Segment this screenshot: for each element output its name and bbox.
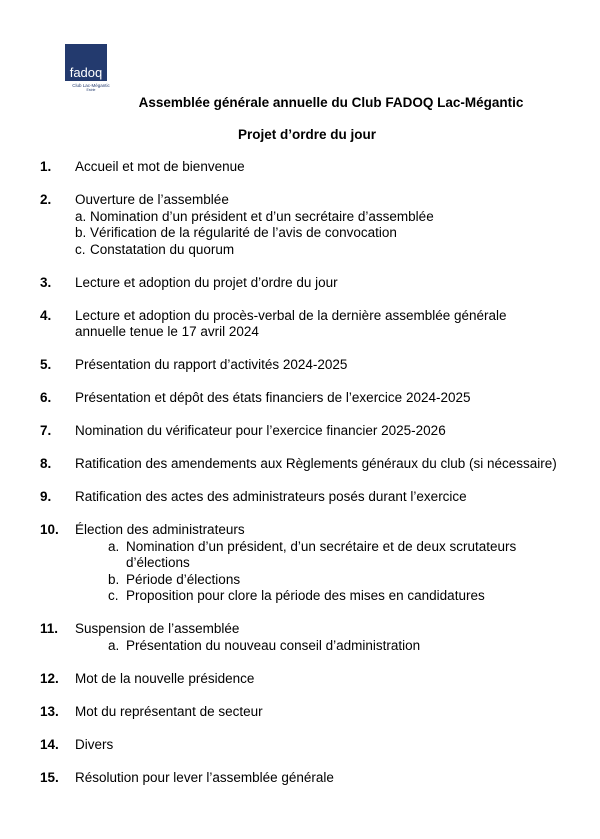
agenda-subitem-letter: a.: [108, 538, 120, 554]
agenda-item-number: 5.: [40, 357, 52, 372]
agenda-item-text: Ratification des amendements aux Règlements généraux du club (si nécessaire): [75, 456, 557, 471]
agenda-item-number: 4.: [40, 307, 52, 323]
agenda-item: [40, 275, 560, 292]
agenda-subitems: [75, 209, 560, 259]
agenda-subitem: [75, 242, 560, 259]
logo-wordmark: fadoq: [69, 65, 103, 80]
agenda-item-text: Accueil et mot de bienvenue: [75, 159, 245, 174]
agenda-subitem-text: Nomination d’un président et d’un secrétaire d’assemblée: [90, 208, 434, 224]
agenda-subitem-text: Nomination d’un président, d’un secrétaire et de deux scrutateurs d’élections: [126, 538, 517, 570]
agenda-item-number: 7.: [40, 423, 52, 438]
agenda-item: [40, 192, 560, 258]
agenda-item-text: Suspension de l’assemblée: [75, 621, 240, 636]
agenda-subitems: [108, 638, 560, 655]
agenda-list: [40, 159, 560, 803]
agenda-item-text: Ratification des actes des administrateurs posés durant l’exercice: [75, 489, 467, 504]
agenda-item-text: Présentation du rapport d’activités 2024-2025: [75, 357, 348, 372]
agenda-item-number: 3.: [40, 274, 52, 290]
agenda-item: [40, 456, 560, 473]
agenda-item-number: 13.: [40, 703, 59, 719]
agenda-item-text: Présentation et dépôt des états financiers de l’exercice 2024-2025: [75, 390, 471, 405]
agenda-item-text: Lecture et adoption du procès-verbal de la dernière assemblée générale annuelle tenue le 17 avril 2024: [75, 307, 507, 339]
document-subtitle: Projet d’ordre du jour: [237, 127, 376, 142]
agenda-item: [40, 770, 560, 787]
agenda-item-number: 11.: [40, 621, 59, 636]
agenda-subitem-letter: a.: [108, 637, 120, 653]
agenda-subitem-letter: c.: [75, 241, 86, 257]
agenda-item: [40, 489, 560, 506]
agenda-item: [40, 621, 560, 654]
agenda-item-text: Nomination du vérificateur pour l’exercice financier 2025-2026: [75, 423, 446, 438]
agenda-item-number: 14.: [40, 736, 59, 752]
agenda-item-number: 15.: [40, 769, 59, 785]
agenda-item-text: Résolution pour lever l’assemblée générale: [75, 769, 334, 785]
agenda-item-text: Mot de la nouvelle présidence: [75, 670, 255, 686]
fadoq-logo: [61, 44, 113, 96]
agenda-item: [40, 737, 560, 754]
agenda-subitem-text: Constatation du quorum: [90, 241, 235, 257]
agenda-item: [40, 159, 560, 176]
agenda-subitem-text: Période d’élections: [126, 571, 241, 587]
agenda-item: [40, 423, 560, 440]
agenda-subitem: [108, 638, 560, 655]
logo-region: Estrie: [86, 88, 96, 92]
agenda-subitem-text: Présentation du nouveau conseil d’administration: [126, 637, 421, 653]
agenda-subitems: [108, 539, 560, 605]
agenda-subitem-letter: b.: [75, 225, 87, 240]
agenda-subitem: [108, 572, 560, 589]
agenda-subitem-text: Proposition pour clore la période des mises en candidatures: [126, 588, 485, 603]
agenda-subitem-letter: a.: [75, 208, 87, 224]
agenda-subitem-text: Vérification de la régularité de l’avis de convocation: [90, 225, 397, 240]
agenda-item-text: Ouverture de l’assemblée: [75, 192, 229, 207]
logo-club-name: Club Lac-Mégantic: [72, 83, 110, 88]
agenda-item-text: Mot du représentant de secteur: [75, 703, 263, 719]
agenda-item-number: 6.: [40, 390, 52, 405]
agenda-subitem-letter: c.: [108, 588, 119, 603]
agenda-item: [40, 522, 560, 605]
agenda-item-number: 8.: [40, 456, 52, 471]
agenda-subitem-letter: b.: [108, 571, 120, 587]
agenda-item: [40, 357, 560, 374]
agenda-item: [40, 308, 560, 341]
logo-box: [65, 44, 107, 81]
agenda-item: [40, 671, 560, 688]
agenda-item-number: 9.: [40, 489, 52, 504]
agenda-subitem: [108, 539, 560, 572]
agenda-subitem: [75, 209, 560, 226]
agenda-item-text: Lecture et adoption du projet d’ordre du jour: [75, 274, 338, 290]
agenda-item-number: 10.: [40, 522, 59, 537]
agenda-item: [40, 390, 560, 407]
agenda-item-number: 2.: [40, 192, 52, 207]
document-title: Assemblée générale annuelle du Club FADOQ Lac-Mégantic: [138, 95, 524, 110]
agenda-item: [40, 704, 560, 721]
agenda-item-number: 12.: [40, 670, 59, 686]
agenda-item-number: 1.: [40, 159, 52, 174]
agenda-item-text: Divers: [75, 736, 114, 752]
agenda-subitem: [108, 588, 560, 605]
agenda-subitem: [75, 225, 560, 242]
agenda-item-text: Élection des administrateurs: [75, 522, 245, 537]
